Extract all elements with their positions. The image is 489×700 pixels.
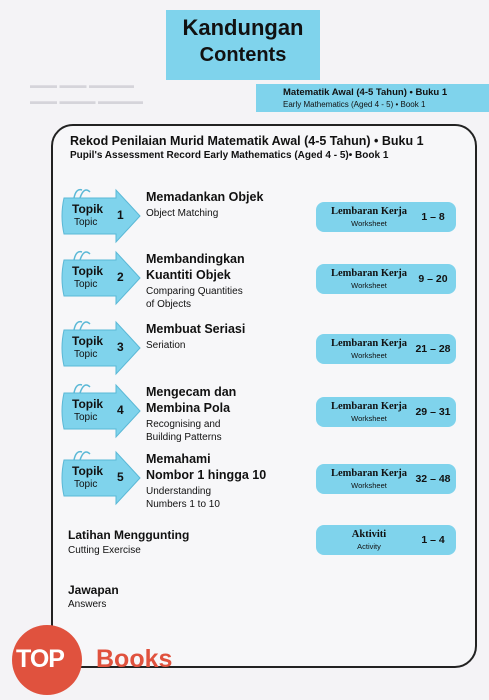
worksheet-pill[interactable]: [316, 202, 456, 232]
topic-title-english: Comparing Quantities: [146, 286, 243, 297]
topic-word-english: Topic: [74, 479, 98, 490]
topic-title-english: Understanding: [146, 486, 212, 497]
worksheet-label: Lembaran Kerja: [330, 268, 408, 279]
activity-label: Aktiviti: [351, 529, 387, 540]
worksheet-pill[interactable]: [316, 397, 456, 427]
topic-word: Topik: [72, 202, 104, 216]
topic-badge: [60, 248, 142, 306]
topic-title-english: Building Patterns: [146, 432, 222, 443]
book-info-english: Early Mathematics (Aged 4 - 5) • Book 1: [283, 100, 426, 109]
worksheet-pages: 21 – 28: [415, 343, 451, 355]
topic-title-english: Object Matching: [146, 208, 219, 219]
worksheet-label-english: Worksheet: [351, 481, 387, 490]
worksheet-pill[interactable]: [316, 464, 456, 494]
ghost-text: ▬▬▬ ▬▬▬▬ ▬▬▬▬▬: [30, 96, 144, 106]
worksheet-label: Lembaran Kerja: [330, 401, 408, 412]
topic-title: Membina Pola: [146, 401, 231, 415]
topic-badge: [60, 318, 142, 376]
topic-number: 3: [117, 340, 124, 354]
book-info-malay: Matematik Awal (4-5 Tahun) • Buku 1: [283, 87, 448, 98]
topic-title-english: of Objects: [146, 299, 192, 310]
worksheet-label-english: Worksheet: [351, 351, 387, 360]
worksheet-label-english: Worksheet: [351, 414, 387, 423]
activity-pages: 1 – 4: [421, 534, 445, 546]
topic-title-english: Seriation: [146, 340, 186, 351]
topic-word: Topik: [72, 397, 104, 411]
title-malay: Kandungan: [182, 15, 304, 40]
topic-title: Kuantiti Objek: [146, 268, 231, 282]
topic-word-english: Topic: [74, 349, 98, 360]
topbooks-logo-top: TOP: [16, 645, 64, 673]
topic-title: Mengecam dan: [146, 385, 237, 399]
worksheet-pages: 29 – 31: [415, 406, 451, 418]
topic-title: Memadankan Objek: [146, 190, 264, 204]
activity-pill[interactable]: [316, 525, 456, 555]
topic-word: Topik: [72, 264, 104, 278]
topic-title-english: Recognising and: [146, 419, 221, 430]
answers-title: Jawapan: [68, 583, 119, 597]
topic-number: 2: [117, 270, 124, 284]
worksheet-pages: 1 – 8: [421, 211, 445, 223]
worksheet-label-english: Worksheet: [351, 281, 387, 290]
topic-word: Topik: [72, 334, 104, 348]
title-english: Contents: [199, 44, 287, 66]
panel-title: Rekod Penilaian Murid Matematik Awal (4-5 Tahun) • Buku 1: [70, 134, 424, 148]
worksheet-label: Lembaran Kerja: [330, 468, 408, 479]
topic-title: Membandingkan: [146, 252, 245, 266]
topic-badge: [60, 186, 142, 244]
worksheet-pill[interactable]: [316, 264, 456, 294]
worksheet-pages: 32 – 48: [415, 473, 451, 485]
topic-badge: [60, 448, 142, 506]
worksheet-pages: 9 – 20: [418, 273, 448, 285]
cutting-title: Latihan Menggunting: [68, 528, 190, 542]
topic-word-english: Topic: [74, 412, 98, 423]
worksheet-label: Lembaran Kerja: [330, 338, 408, 349]
activity-label-english: Activity: [357, 542, 381, 551]
worksheet-pill[interactable]: [316, 334, 456, 364]
ghost-text: ▬▬▬ ▬▬▬ ▬▬▬▬▬: [30, 80, 135, 90]
topic-title: Memahami: [146, 452, 211, 466]
topbooks-logo-books: Books: [96, 645, 173, 673]
topic-word: Topik: [72, 464, 104, 478]
worksheet-label-english: Worksheet: [351, 219, 387, 228]
worksheet-label: Lembaran Kerja: [330, 206, 408, 217]
topic-title: Membuat Seriasi: [146, 322, 246, 336]
book-info-bar: [256, 84, 489, 112]
topic-word-english: Topic: [74, 279, 98, 290]
panel-subtitle: Pupil's Assessment Record Early Mathematics (Aged 4 - 5)• Book 1: [70, 150, 389, 161]
topic-number: 1: [117, 208, 124, 222]
topic-number: 5: [117, 470, 124, 484]
topic-word-english: Topic: [74, 217, 98, 228]
topic-badge: [60, 381, 142, 439]
topic-title-english: Numbers 1 to 10: [146, 499, 220, 510]
topic-title: Nombor 1 hingga 10: [146, 468, 267, 482]
topic-number: 4: [117, 403, 124, 417]
answers-english: Answers: [68, 599, 107, 610]
contents-title-box: [166, 10, 320, 80]
cutting-english: Cutting Exercise: [68, 545, 141, 556]
